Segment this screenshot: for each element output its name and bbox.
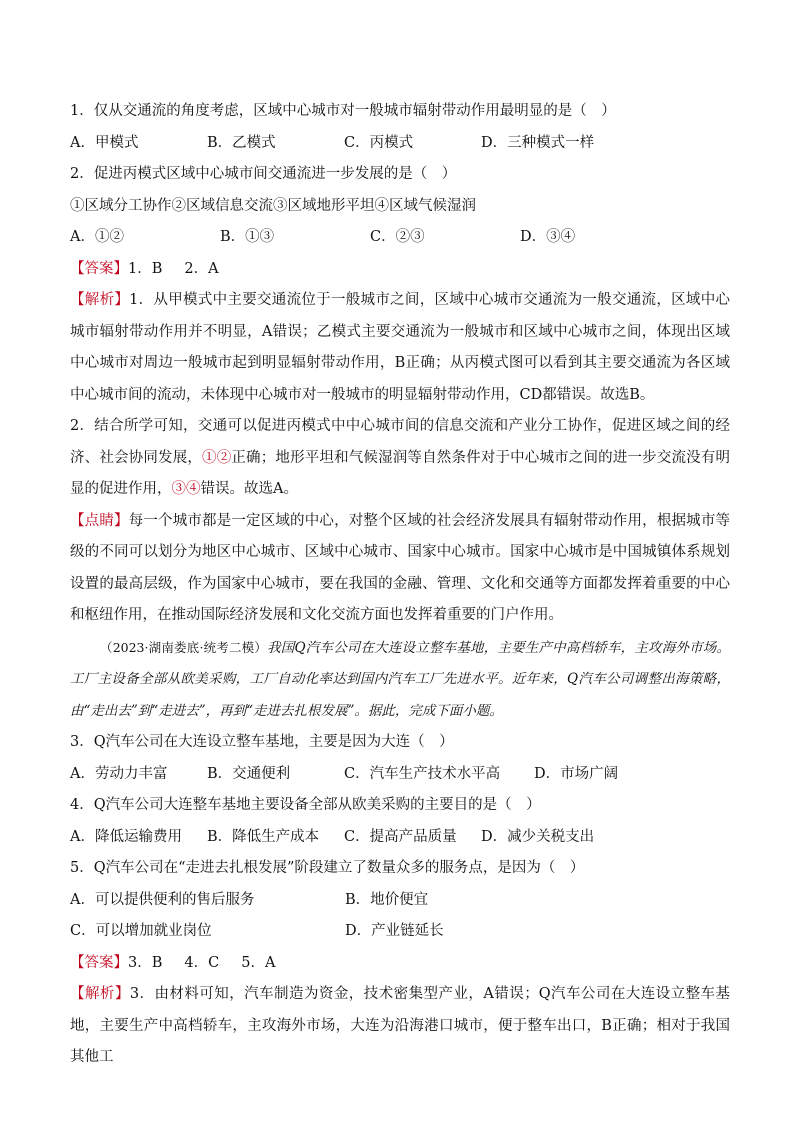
- option-d: D．减少关税支出: [481, 828, 595, 845]
- answer-block-2: [70, 948, 730, 980]
- document-page: [70, 96, 730, 1074]
- option-b: B．降低生产成本: [207, 828, 320, 845]
- option-a: A．可以提供便利的售后服务: [70, 891, 255, 908]
- option-b: B．交通便利: [207, 765, 291, 782]
- highlight-wrong: ③④: [171, 481, 201, 497]
- analysis-tag: 【解析】: [70, 986, 130, 1002]
- option-d: D．③④: [520, 229, 576, 245]
- highlight-correct: ①②: [202, 449, 232, 466]
- option-c: C．提高产品质量: [344, 828, 457, 845]
- question-1-stem: 1．仅从交通流的角度考虑，区域中心城市对一般城市辐射带动作用最明显的是（ ）: [70, 103, 616, 119]
- question-3-stem: 3．Q汽车公司在大连设立整车基地，主要是因为大连（ ）: [70, 734, 454, 750]
- analysis-block-2: [70, 979, 730, 1074]
- answer-block-1: [70, 254, 730, 286]
- answer-item: 4．C: [184, 954, 220, 971]
- answer-item: 5．A: [241, 954, 276, 971]
- question-5-stem: 5．Q汽车公司在“走进去扎根发展”阶段建立了数量众多的服务点，是因为（ ）: [70, 860, 585, 876]
- option-b: B．地价便宜: [345, 891, 429, 908]
- option-b: B．①③: [220, 229, 275, 245]
- question-5-options-row-2: [70, 916, 730, 948]
- option-c: C．②③: [370, 229, 425, 245]
- option-a: A．①②: [70, 229, 124, 245]
- answer-item: 3．B: [128, 954, 163, 971]
- comment-tag: 【点睛】: [70, 512, 129, 529]
- option-d: D．市场广阔: [534, 765, 619, 782]
- option-d: D．产业链延长: [345, 923, 444, 939]
- question-5-options-row-1: [70, 885, 730, 917]
- option-c: C．丙模式: [344, 134, 414, 151]
- question-4-stem: 4．Q汽车公司大连整车基地主要设备全部从欧美采购的主要目的是（ ）: [70, 797, 541, 813]
- question-2-stem: 2．促进丙模式区域中心城市间交通流进一步发展的是（ ）: [70, 166, 457, 182]
- question-2-choices: ①区域分工协作②区域信息交流③区域地形平坦④区域气候湿润: [70, 197, 476, 214]
- analysis-block-1: [70, 285, 730, 411]
- analysis-paragraph-1: 1．从甲模式中主要交通流位于一般城市之间，区域中心城市交通流为一般交通流，区域中心城市辐射带动作用并不明显，A错误；乙模式主要交通流为一般城市和区域中心城市之间，体现出区域中心城市对周边一般城市起到明显辐射带动作用，B正确；从丙模式图可以看到其主要交通流为各区域中心城市间的流动，未体现中心城市对一般城市的明显辐射带动作用，CD都错误。故选B。: [70, 292, 730, 403]
- option-a: A．甲模式: [70, 134, 139, 151]
- material-text: 我国Q汽车公司在大连设立整车基地，主要生产中高档轿车，主攻海外市场。工厂主设备全部从欧美采购，工厂自动化率达到国内汽车工厂先进水平。近年来，Q汽车公司调整出海策略，由“走出去”到“走进去”，再到“走进去扎根发展”。据此，完成下面小题。: [70, 639, 730, 719]
- option-b: B．乙模式: [207, 134, 276, 151]
- question-3-options: [70, 759, 730, 791]
- option-c: C．可以增加就业岗位: [70, 923, 212, 939]
- question-2-options: [70, 222, 730, 254]
- answer-tag: 【答案】: [70, 260, 128, 277]
- analysis-paragraph-2: 2．结合所学可知，交通可以促进丙模式中中心城市间的信息交流和产业分工协作，促进区域之间的经济、社会协同发展，①②正确；地形平坦和气候湿润等自然条件对于中心城市之间的进一步交流没有明显的促进作用，③④错误。故选A。: [70, 418, 731, 497]
- answer-item: 2．A: [184, 260, 219, 277]
- question-4-options: [70, 822, 730, 854]
- comment-text: 每一个城市都是一定区域的中心，对整个区域的社会经济发展具有辐射带动作用，根据城市等级的不同可以划分为地区中心城市、区域中心城市、国家中心城市。国家中心城市是中国城镇体系规划设置的最高层级，作为国家中心城市，要在我国的金融、管理、文化和交通等方面都发挥着重要的中心和枢纽作用，在推动国际经济发展和文化交流方面也发挥着重要的门户作用。: [70, 512, 731, 623]
- option-c: C．汽车生产技术水平高: [344, 765, 501, 782]
- answer-tag: 【答案】: [70, 954, 128, 971]
- material-source: （2023·湖南娄底·统考二模）: [100, 639, 268, 655]
- material-paragraph: [70, 632, 730, 728]
- comment-block: [70, 506, 730, 632]
- answer-item: 1．B: [128, 260, 163, 277]
- option-a: A．劳动力丰富: [70, 765, 168, 782]
- option-a: A．降低运输费用: [70, 828, 182, 845]
- analysis-text: 3．由材料可知，汽车制造为资金，技术密集型产业，A错误；Q汽车公司在大连设立整车基地，主要生产中高档轿车，主攻海外市场，大连为沿海港口城市，便于整车出口，B正确；相对于我国其他工: [70, 986, 730, 1065]
- analysis-tag: 【解析】: [70, 292, 130, 308]
- option-d: D．三种模式一样: [481, 134, 595, 151]
- question-1-options: [70, 128, 730, 160]
